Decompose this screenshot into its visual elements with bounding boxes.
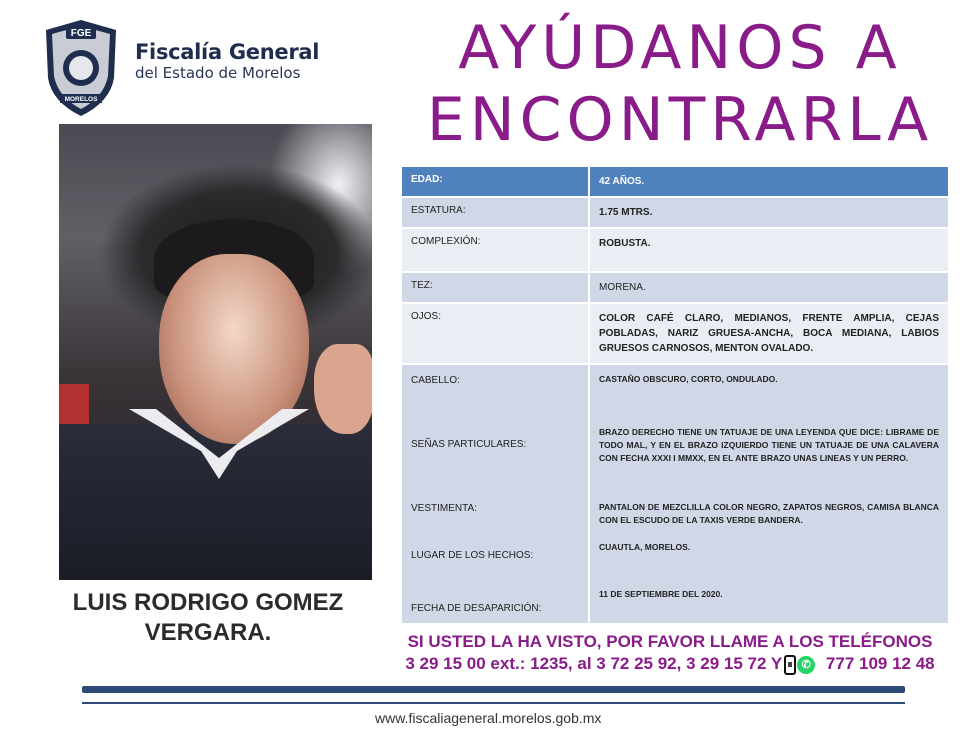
row-label: COMPLEXIÓN: [401,228,589,272]
whatsapp-icon: ✆ [797,656,815,674]
headline-line2: ENCONTRARLA [426,85,934,155]
org-name [135,40,319,82]
org-name-line2: del Estado de Morelos [135,64,301,82]
footer-divider [82,702,905,704]
row-value: COLOR CAFÉ CLARO, MEDIANOS, FRENTE AMPLIA, CEJAS POBLADAS, NARIZ GRUESA-ANCHA, BOCA MEDIANA, LABIOS GRUESOS CARNOSOS, MENTON OVALADO. [589,303,949,364]
row-label: OJOS: [401,303,589,364]
headline-line1: AYÚDANOS A [458,13,902,83]
row-label: TEZ: [401,272,589,303]
label-marks: SEÑAS PARTICULARES: [411,439,527,450]
org-name-line1: Fiscalía General [135,40,320,64]
label-clothing: VESTIMENTA: [411,503,477,514]
table-row-multi [401,364,949,624]
whatsapp-number: 777 109 12 48 [825,654,935,673]
row-value: ROBUSTA. [589,228,949,272]
website-link[interactable]: www.fiscaliageneral.morelos.gob.mx [375,710,602,726]
row-label: ESTATURA: [401,197,589,228]
table-row [401,303,949,364]
contact-info [380,631,960,676]
table-row [401,197,949,228]
footer-bar [82,686,905,693]
value-date: 11 DE SEPTIEMBRE DEL 2020. [599,589,723,599]
row-labels-group [401,364,589,624]
label-hair: CABELLO: [411,375,460,386]
label-place: LUGAR DE LOS HECHOS: [411,550,534,561]
mobile-phone-icon [784,655,796,675]
table-row-age [401,166,949,197]
svg-text:MORELOS: MORELOS [64,96,98,103]
contact-line2 [380,653,960,676]
fge-badge-logo [42,18,120,118]
contact-line1: SI USTED LA HA VISTO, POR FAVOR LLAME A LOS TELÉFONOS [407,632,933,651]
value-marks: BRAZO DERECHO TIENE UN TATUAJE DE UNA LEYENDA QUE DICE: LIBRAME DE TODO MAL, Y EN EL BRAZO IZQUIERDO TIENE UN TATUAJE DE UNA CALAVERA CON FECHA XXXI I MMXX, EN EL ANTE BRAZO UNAS LINEAS Y UN PERRO. [599,427,939,463]
row-value: 1.75 MTRS. [589,197,949,228]
table-row [401,272,949,303]
value-clothing: PANTALON DE MEZCLILLA COLOR NEGRO, ZAPATOS NEGROS, CAMISA BLANCA CON EL ESCUDO DE LA TAXIS VERDE BANDERA. [599,502,939,525]
person-name: LUIS RODRIGO GOMEZ VERGARA. [72,589,344,646]
table-row [401,228,949,272]
label-date: FECHA DE DESAPARICIÓN: [411,603,542,614]
headline [420,12,940,156]
value-hair: CASTAÑO OBSCURO, CORTO, ONDULADO. [599,374,778,384]
value-place: CUAUTLA, MORELOS. [599,542,691,552]
phone-numbers: 3 29 15 00 ext.: 1235, al 3 72 25 92, 3 29 15 72 Y [405,654,783,673]
row-value: MORENA. [589,272,949,303]
label-age: EDAD: [401,166,589,197]
details-table [400,165,950,625]
missing-person-photo [59,124,372,580]
value-age: 42 AÑOS. [589,166,949,197]
svg-text:FGE: FGE [70,28,92,39]
row-values-group [589,364,949,624]
